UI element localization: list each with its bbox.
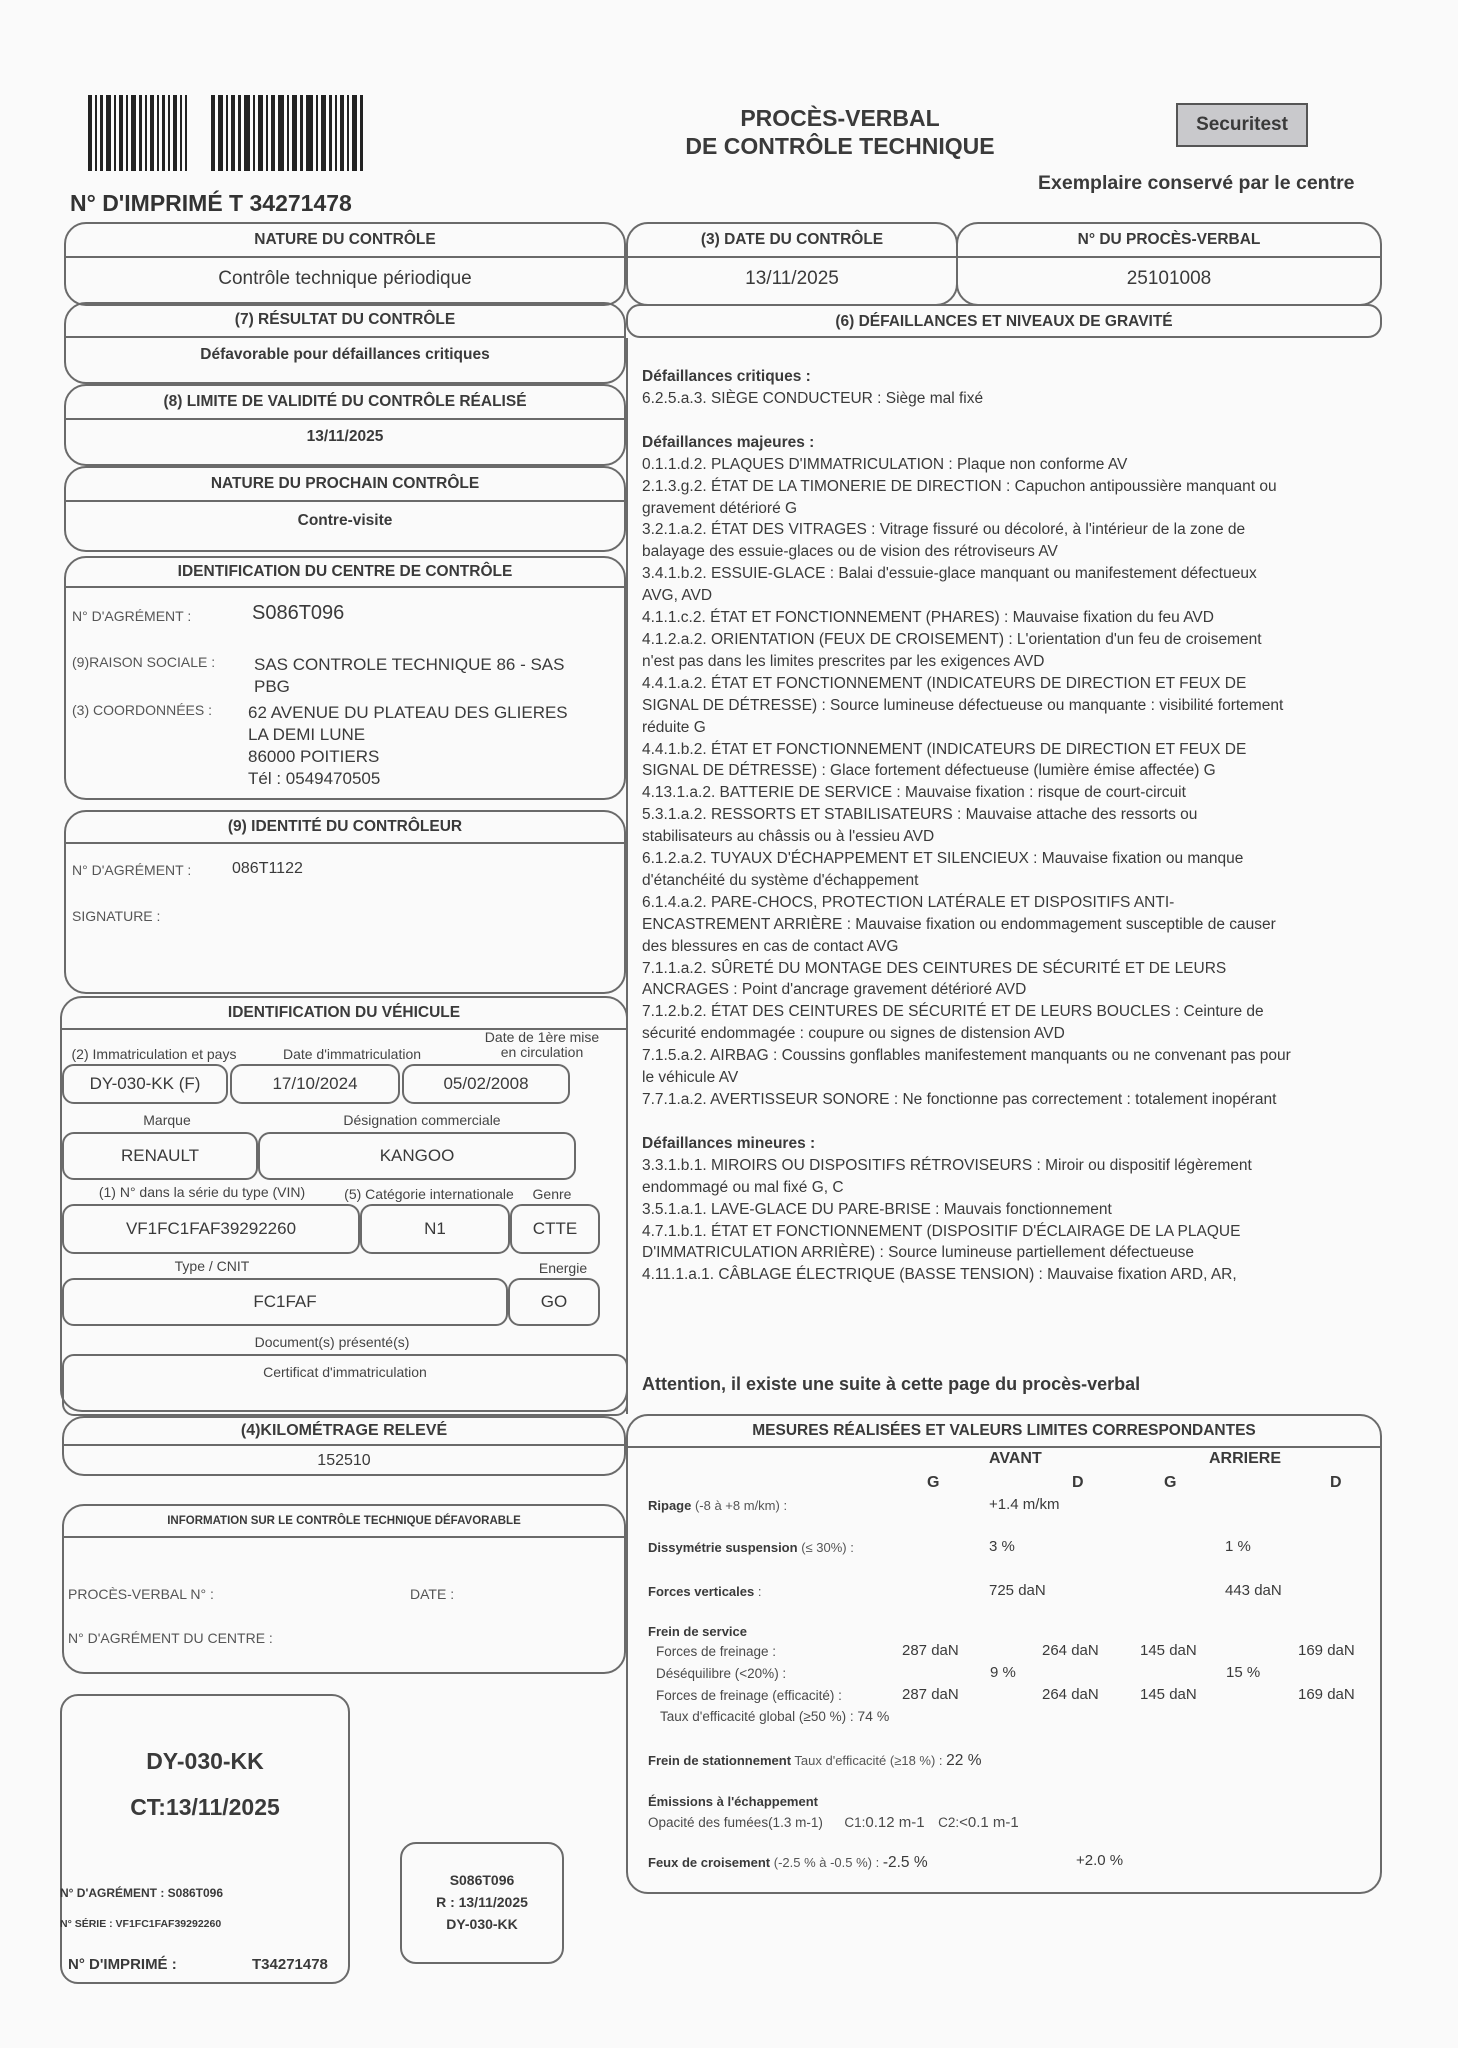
- defaillance-item: 3.2.1.a.2. ÉTAT DES VITRAGES : Vitrage fissuré ou décoloré, à l'intérieur de la zone de balayage des essuie-glaces ou de vision des rétroviseurs AV: [642, 521, 1246, 561]
- energie-field: GO: [508, 1278, 600, 1326]
- info-date-label: DATE :: [410, 1586, 455, 1602]
- ripage-limit: (-8 à +8 m/km) :: [694, 1498, 788, 1513]
- freinage-eff-arriere-d: 169 daN: [1298, 1686, 1355, 1703]
- ripage-value: +1.4 m/km: [989, 1496, 1060, 1513]
- frein-stationnement-row: [648, 1752, 982, 1770]
- centre-coord-label: (3) COORDONNÉES :: [72, 702, 213, 718]
- ripage-label: Ripage: [648, 1498, 692, 1513]
- date-mec-label: [462, 1030, 622, 1060]
- numero-pv-box: [956, 222, 1382, 306]
- defaillances-list: [642, 366, 1292, 1286]
- centre-agrement-label: N° D'AGRÉMENT :: [72, 608, 192, 624]
- genre-label: Genre: [532, 1186, 572, 1202]
- marque-label: Marque: [143, 1112, 191, 1128]
- left-divider-line: [626, 338, 628, 1414]
- energie-label: Energie: [538, 1260, 588, 1276]
- centre-phone: Tél : 0549470505: [248, 769, 381, 788]
- vignette-imprime-label: N° D'IMPRIMÉ :: [68, 1956, 177, 1973]
- stamp-line-3: DY-030-KK: [446, 1916, 518, 1932]
- frein-stationnement-value: 22 %: [946, 1752, 982, 1769]
- freinage-label: Forces de freinage :: [656, 1644, 777, 1659]
- designation-label: Désignation commerciale: [343, 1112, 501, 1128]
- info-defavorable-box: [62, 1504, 626, 1674]
- stamp-line-2: R : 13/11/2025: [436, 1894, 528, 1910]
- feux-croisement-row: [648, 1854, 928, 1872]
- taux-global-label: Taux d'efficacité global (≥50 %) :: [660, 1709, 854, 1724]
- stamp-line-1: S086T096: [449, 1872, 515, 1888]
- info-pv-label: PROCÈS-VERBAL N° :: [68, 1586, 214, 1602]
- numero-pv-label: N° DU PROCÈS-VERBAL: [958, 224, 1380, 258]
- vignette-imprime-value: T34271478: [252, 1956, 328, 1973]
- arriere-g-header: G: [1164, 1474, 1177, 1491]
- feux-croisement-gauche: -2.5 %: [882, 1854, 928, 1871]
- opacite-c2-value: <0.1 m-1: [959, 1814, 1019, 1831]
- vignette-serie: N° SÉRIE : VF1FC1FAF39292260: [60, 1918, 222, 1930]
- freinage-eff-arriere-g: 145 daN: [1140, 1686, 1197, 1703]
- centre-address-line: 86000 POITIERS: [248, 747, 380, 766]
- defaillance-item: 4.4.1.b.2. ÉTAT ET FONCTIONNEMENT (INDICATEURS DE DIRECTION ET FEUX DE SIGNAL DE DÉTRESSE) : Glace fortement défectueuse (lumière émise affectée) G: [642, 740, 1247, 780]
- defaillance-item: 5.3.1.a.2. RESSORTS ET STABILISATEURS : Mauvaise attache des ressorts ou stabilisateurs au châssis ou à l'essieu AVD: [642, 806, 1198, 846]
- date-immat-field: 17/10/2024: [230, 1064, 400, 1104]
- centre-raison-line-1: SAS CONTROLE TECHNIQUE 86 - SAS: [254, 655, 565, 674]
- limite-validite-label: (8) LIMITE DE VALIDITÉ DU CONTRÔLE RÉALISÉ: [66, 386, 624, 420]
- opacite-c1-label: C1:: [844, 1815, 866, 1830]
- dissymetrie-label: Dissymétrie suspension: [648, 1540, 798, 1555]
- documents-label: Document(s) présenté(s): [254, 1334, 410, 1350]
- feux-croisement-label: Feux de croisement: [648, 1855, 771, 1870]
- vehicule-box: [60, 996, 628, 1412]
- freinage-avant-g: 287 daN: [902, 1642, 959, 1659]
- info-agrement-label: N° D'AGRÉMENT DU CENTRE :: [68, 1630, 273, 1646]
- freinage-efficacite-label: Forces de freinage (efficacité) :: [656, 1688, 842, 1703]
- desequilibre-label: Déséquilibre (<20%) :: [656, 1666, 787, 1681]
- dissymetrie-avant: 3 %: [989, 1538, 1015, 1555]
- critiques-title: Défaillances critiques :: [642, 368, 811, 385]
- centre-coord-value: [248, 702, 568, 790]
- freinage-arriere-g: 145 daN: [1140, 1642, 1197, 1659]
- kilometrage-value: 152510: [317, 1452, 371, 1469]
- taux-global-row: [660, 1708, 889, 1724]
- frein-stationnement-limit: Taux d'efficacité (≥18 %) :: [794, 1753, 943, 1768]
- arriere-d-header: D: [1330, 1474, 1342, 1491]
- controleur-label: (9) IDENTITÉ DU CONTRÔLEUR: [66, 812, 624, 844]
- vin-field: VF1FC1FAF39292260: [62, 1204, 360, 1254]
- controleur-agrement-label: N° D'AGRÉMENT :: [72, 862, 192, 878]
- defaillance-item: 4.7.1.b.1. ÉTAT ET FONCTIONNEMENT (DISPOSITIF D'ÉCLAIRAGE DE LA PLAQUE D'IMMATRICULATION ARRIÈRE) : Source lumineuse partiellement défectueuse: [642, 1222, 1241, 1262]
- defaillance-item: 3.4.1.b.2. ESSUIE-GLACE : Balai d'essuie-glace manquant ou manifestement défectueux AVG, AVD: [642, 565, 1257, 605]
- prochain-controle-box: [64, 466, 626, 552]
- mesures-label: MESURES RÉALISÉES ET VALEURS LIMITES CORRESPONDANTES: [628, 1416, 1380, 1448]
- kilometrage-box: [62, 1416, 626, 1476]
- freinage-avant-d: 264 daN: [1042, 1642, 1099, 1659]
- date-mec-field: 05/02/2008: [402, 1064, 570, 1104]
- limite-validite-value: 13/11/2025: [306, 428, 384, 445]
- forces-verticales-avant: 725 daN: [989, 1582, 1046, 1599]
- defaillance-item: 0.1.1.d.2. PLAQUES D'IMMATRICULATION : Plaque non conforme AV: [642, 455, 1128, 473]
- nature-controle-value: Contrôle technique périodique: [218, 268, 472, 289]
- title-line-2: DE CONTRÔLE TECHNIQUE: [685, 133, 995, 159]
- date-immat-label: Date d'immatriculation: [282, 1046, 422, 1062]
- desequilibre-avant: 9 %: [990, 1664, 1016, 1681]
- brand-badge: Securitest: [1176, 103, 1308, 147]
- date-mec-label-line-1: Date de 1ère mise: [484, 1029, 600, 1045]
- nature-controle-box: [64, 222, 626, 306]
- vignette-agrement: N° D'AGRÉMENT : S086T096: [60, 1886, 224, 1900]
- defaillance-item: 4.13.1.a.2. BATTERIE DE SERVICE : Mauvaise fixation : risque de court-circuit: [642, 784, 1186, 802]
- centre-agrement-value: S086T096: [252, 602, 345, 624]
- info-defavorable-label: INFORMATION SUR LE CONTRÔLE TECHNIQUE DÉFAVORABLE: [64, 1506, 624, 1538]
- centre-box: [64, 556, 626, 800]
- defaillance-item: 7.1.1.a.2. SÛRETÉ DU MONTAGE DES CEINTURES DE SÉCURITÉ ET DE LEURS ANCRAGES : Point d'ancrage gravement détérioré AVD: [642, 959, 1227, 999]
- vehicule-label: IDENTIFICATION DU VÉHICULE: [62, 998, 626, 1030]
- centre-raison-label: (9)RAISON SOCIALE :: [72, 654, 216, 670]
- taux-global-value: 74 %: [857, 1708, 890, 1724]
- marque-field: RENAULT: [62, 1132, 258, 1180]
- defaillance-item: 2.1.3.g.2. ÉTAT DE LA TIMONERIE DE DIRECTION : Capuchon antipoussière manquant ou gravement détérioré G: [642, 477, 1277, 517]
- defaillance-item: 6.1.2.a.2. TUYAUX D'ÉCHAPPEMENT ET SILENCIEUX : Mauvaise fixation ou manque d'étanchéité du système d'échappement: [642, 850, 1244, 889]
- barcode: [88, 95, 366, 171]
- defaillance-item: 3.3.1.b.1. MIROIRS OU DISPOSITIFS RÉTROVISEURS : Miroir ou dispositif légèrement endommagé ou mal fixé G, C: [642, 1156, 1252, 1196]
- attention-note: Attention, il existe une suite à cette page du procès-verbal: [642, 1374, 1141, 1394]
- arriere-header: ARRIERE: [1209, 1450, 1282, 1467]
- centre-raison-value: [254, 654, 564, 698]
- controleur-box: [64, 810, 626, 994]
- defaillance-item: 4.11.1.a.1. CÂBLAGE ÉLECTRIQUE (BASSE TENSION) : Mauvaise fixation ARD, AR,: [642, 1266, 1237, 1284]
- designation-field: KANGOO: [258, 1132, 576, 1180]
- documents-field: [62, 1354, 628, 1416]
- forces-verticales-suffix: :: [754, 1584, 762, 1599]
- copy-note: Exemplaire conservé par le centre: [1038, 172, 1355, 194]
- emissions-label: Émissions à l'échappement: [648, 1794, 818, 1809]
- vignette-ct-date: CT:13/11/2025: [130, 1794, 280, 1820]
- forces-verticales-arriere: 443 daN: [1225, 1582, 1282, 1599]
- type-field: FC1FAF: [62, 1278, 508, 1326]
- mineures-title: Défaillances mineures :: [642, 1134, 816, 1152]
- vignette-plate: DY-030-KK: [146, 1748, 264, 1774]
- centre-raison-line-2: PBG: [254, 677, 290, 696]
- categorie-field: N1: [360, 1204, 510, 1254]
- defaillance-item: 4.4.1.a.2. ÉTAT ET FONCTIONNEMENT (INDICATEURS DE DIRECTION ET FEUX DE SIGNAL DE DÉTRESSE) : Source lumineuse défectueuse ou manquante : visibilité fortement réduite G: [642, 674, 1284, 736]
- defaillance-item: 7.7.1.a.2. AVERTISSEUR SONORE : Ne fonctionne pas correctement : totalement inopérant: [642, 1091, 1277, 1108]
- avant-g-header: G: [927, 1474, 940, 1491]
- opacite-c2-label: C2:: [938, 1815, 960, 1830]
- resultat-value: Défavorable pour défaillances critiques: [200, 346, 490, 363]
- date-controle-value: 13/11/2025: [745, 268, 839, 289]
- defaillance-item: 7.1.5.a.2. AIRBAG : Coussins gonflables manifestement manquants ou ne convenant pas pour le véhicule AV: [642, 1047, 1291, 1087]
- forces-verticales-row: [648, 1584, 761, 1599]
- type-label: Type / CNIT: [174, 1258, 250, 1274]
- immat-field: DY-030-KK (F): [62, 1064, 228, 1104]
- defaillance-item: 4.1.1.c.2. ÉTAT ET FONCTIONNEMENT (PHARES) : Mauvaise fixation du feu AVD: [642, 609, 1214, 627]
- defaillance-item: 6.1.4.a.2. PARE-CHOCS, PROTECTION LATÉRALE ET DISPOSITIFS ANTI-ENCASTREMENT ARRIÈRE : Mauvaise fixation ou endommagement susceptible de causer des blessures en cas de contact AVG: [642, 893, 1276, 955]
- resultat-label: (7) RÉSULTAT DU CONTRÔLE: [66, 304, 624, 338]
- ripage-row: [648, 1498, 787, 1513]
- prochain-controle-label: NATURE DU PROCHAIN CONTRÔLE: [66, 468, 624, 502]
- vignette-box: [60, 1694, 350, 1984]
- date-mec-label-line-2: en circulation: [500, 1044, 584, 1060]
- desequilibre-arriere: 15 %: [1226, 1664, 1261, 1681]
- controleur-agrement-value: 086T1122: [232, 860, 303, 877]
- document-title: [640, 104, 1040, 160]
- vin-label: (1) N° dans la série du type (VIN): [98, 1184, 306, 1200]
- kilometrage-label: (4)KILOMÉTRAGE RELEVÉ: [64, 1418, 624, 1446]
- print-number: N° D'IMPRIMÉ T 34271478: [70, 190, 352, 216]
- freinage-arriere-d: 169 daN: [1298, 1642, 1355, 1659]
- defaillance-item: 6.2.5.a.3. SIÈGE CONDUCTEUR : Siège mal fixé: [642, 389, 984, 407]
- defaillance-item: 7.1.2.b.2. ÉTAT DES CEINTURES DE SÉCURITÉ ET DE LEURS BOUCLES : Ceinture de sécurité endommagée : coupure ou signes de distension AVD: [642, 1003, 1264, 1043]
- dissymetrie-arriere: 1 %: [1225, 1538, 1251, 1555]
- feux-croisement-limit: (-2.5 % à -0.5 %) :: [773, 1855, 880, 1870]
- prochain-controle-value: Contre-visite: [297, 512, 393, 529]
- genre-field: CTTE: [510, 1204, 600, 1254]
- centre-address-line: LA DEMI LUNE: [248, 725, 366, 744]
- numero-pv-value: 25101008: [1126, 268, 1212, 289]
- centre-label: IDENTIFICATION DU CENTRE DE CONTRÔLE: [66, 558, 624, 588]
- limite-validite-box: [64, 384, 626, 466]
- defaillance-item: 4.1.2.a.2. ORIENTATION (FEUX DE CROISEMENT) : L'orientation d'un feu de croisement n'est pas dans les limites prescrites par les exigences AVD: [642, 630, 1262, 670]
- defaillance-item: 3.5.1.a.1. LAVE-GLACE DU PARE-BRISE : Mauvais fonctionnement: [642, 1200, 1112, 1218]
- defaillances-label: (6) DÉFAILLANCES ET NIVEAUX DE GRAVITÉ: [835, 313, 1173, 330]
- freinage-eff-avant-d: 264 daN: [1042, 1686, 1099, 1703]
- avant-header: AVANT: [989, 1450, 1042, 1467]
- resultat-box: [64, 302, 626, 384]
- forces-verticales-label: Forces verticales: [648, 1584, 755, 1599]
- frein-service-label: Frein de service: [648, 1624, 747, 1639]
- opacite-label: Opacité des fumées(1.3 m-1): [648, 1815, 823, 1830]
- date-controle-box: [626, 222, 958, 306]
- nature-controle-label: NATURE DU CONTRÔLE: [66, 224, 624, 258]
- stamp-box: [400, 1842, 564, 1964]
- dissymetrie-limit: (≤ 30%) :: [801, 1540, 854, 1555]
- categorie-label: (5) Catégorie internationale: [344, 1186, 514, 1202]
- centre-address-line: 62 AVENUE DU PLATEAU DES GLIERES: [248, 703, 568, 722]
- documents-value: Certificat d'immatriculation: [263, 1364, 427, 1380]
- immat-label: (2) Immatriculation et pays: [71, 1046, 237, 1062]
- date-controle-label: (3) DATE DU CONTRÔLE: [628, 224, 956, 258]
- defaillances-header-box: [626, 304, 1382, 338]
- avant-d-header: D: [1072, 1474, 1084, 1491]
- opacite-row: [648, 1814, 1019, 1831]
- frein-stationnement-label: Frein de stationnement: [648, 1753, 792, 1768]
- freinage-eff-avant-g: 287 daN: [902, 1686, 959, 1703]
- title-line-1: PROCÈS-VERBAL: [740, 105, 940, 131]
- dissymetrie-row: [648, 1540, 854, 1555]
- signature-label: SIGNATURE :: [72, 908, 161, 924]
- feux-croisement-droit: +2.0 %: [1076, 1852, 1124, 1869]
- opacite-c1-value: 0.12 m-1: [865, 1814, 925, 1831]
- majeures-title: Défaillances majeures :: [642, 433, 815, 451]
